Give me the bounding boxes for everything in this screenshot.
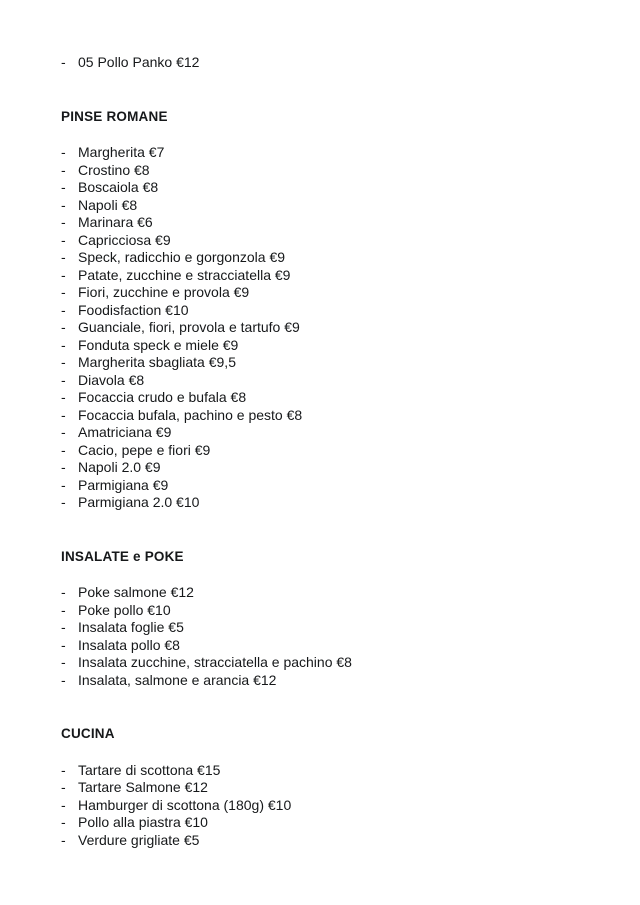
menu-item-label: Fonduta speck e miele €9 <box>78 336 239 353</box>
menu-item <box>61 619 600 637</box>
menu-item <box>61 779 600 797</box>
menu-item <box>61 197 600 215</box>
dash-bullet-icon: - <box>61 424 66 440</box>
dash-bullet-icon: - <box>61 249 66 265</box>
menu-item-label: Insalata zucchine, stracciatella e pachino €8 <box>78 654 352 670</box>
dash-bullet-icon: - <box>61 354 66 370</box>
menu-item-label: Parmigiana €9 <box>78 476 169 493</box>
menu-item-label: Diavola €8 <box>78 371 145 388</box>
dash-bullet-icon: - <box>61 636 66 653</box>
menu-item-label: Insalata, salmone e arancia €12 <box>78 671 277 688</box>
dash-bullet-icon: - <box>61 196 66 213</box>
dash-bullet-icon: - <box>61 301 66 318</box>
menu-item-label: Poke pollo €10 <box>78 601 171 618</box>
menu-item <box>61 162 600 180</box>
dash-bullet-icon: - <box>61 796 66 813</box>
menu-item <box>61 637 600 655</box>
menu-item-label: Insalata foglie €5 <box>78 619 184 635</box>
menu-item-label: Insalata pollo €8 <box>78 636 180 653</box>
dash-bullet-icon: - <box>61 319 66 335</box>
menu-item-label: Napoli €8 <box>78 196 138 213</box>
dash-bullet-icon: - <box>61 144 66 160</box>
menu-item-label: Parmigiana 2.0 €10 <box>78 494 200 510</box>
menu-item-label: Guanciale, fiori, provola e tartufo €9 <box>78 319 300 335</box>
menu-item-label: Crostino €8 <box>78 161 150 178</box>
menu-item-label: Margherita €7 <box>78 144 165 160</box>
dash-bullet-icon: - <box>61 494 66 510</box>
menu-item <box>61 459 600 477</box>
menu-item <box>61 54 600 72</box>
menu-item <box>61 232 600 250</box>
section-heading: INSALATE e POKE <box>61 548 184 564</box>
menu-item <box>61 832 600 850</box>
menu-item-label: Marinara €6 <box>78 214 153 230</box>
menu-item-label: Capricciosa €9 <box>78 231 171 248</box>
section-heading: CUCINA <box>61 726 115 741</box>
dash-bullet-icon: - <box>61 54 66 70</box>
menu-item-label: Boscaiola €8 <box>78 179 159 195</box>
dash-bullet-icon: - <box>61 476 66 493</box>
menu-item <box>61 284 600 302</box>
dash-bullet-icon: - <box>61 214 66 230</box>
dash-bullet-icon: - <box>61 619 66 635</box>
menu-item <box>61 584 600 602</box>
dash-bullet-icon: - <box>61 336 66 353</box>
dash-bullet-icon: - <box>61 761 66 778</box>
menu-item-label: Cacio, pepe e fiori €9 <box>78 441 211 458</box>
menu-item <box>61 354 600 372</box>
menu-item-label: Margherita sbagliata €9,5 <box>78 354 236 370</box>
dash-bullet-icon: - <box>61 441 66 458</box>
dash-bullet-icon: - <box>61 459 66 475</box>
menu-item <box>61 797 600 815</box>
menu-section <box>61 108 600 512</box>
menu-item-label: Poke salmone €12 <box>78 584 194 600</box>
menu-item-label: Fiori, zucchine e provola €9 <box>78 284 250 300</box>
menu-item <box>61 814 600 832</box>
menu-item-label: Amatriciana €9 <box>78 424 172 440</box>
menu-item <box>61 337 600 355</box>
menu-item-label: Napoli 2.0 €9 <box>78 459 161 475</box>
menu-item <box>61 672 600 690</box>
menu-item-label: Hamburger di scottona (180g) €10 <box>78 796 292 813</box>
menu-item-label: Focaccia crudo e bufala €8 <box>78 389 247 405</box>
dash-bullet-icon: - <box>61 671 66 688</box>
menu-sections <box>61 108 600 850</box>
menu-item-label: Pollo alla piastra €10 <box>78 814 208 830</box>
menu-item <box>61 302 600 320</box>
menu-item <box>61 477 600 495</box>
menu-item-label: Verdure grigliate €5 <box>78 831 200 848</box>
section-heading: PINSE ROMANE <box>61 108 168 124</box>
menu-item <box>61 407 600 425</box>
menu-item-label: Patate, zucchine e stracciatella €9 <box>78 266 291 283</box>
dash-bullet-icon: - <box>61 654 66 670</box>
menu-item-label: Foodisfaction €10 <box>78 301 189 318</box>
menu-item-list <box>61 144 600 512</box>
menu-item <box>61 267 600 285</box>
menu-item <box>61 424 600 442</box>
menu-section <box>61 548 600 690</box>
dash-bullet-icon: - <box>61 779 66 795</box>
menu-item-label: Speck, radicchio e gorgonzola €9 <box>78 249 286 265</box>
dash-bullet-icon: - <box>61 831 66 848</box>
menu-item <box>61 389 600 407</box>
menu-section <box>61 725 600 849</box>
menu-item <box>61 494 600 512</box>
menu-item <box>61 144 600 162</box>
menu-item-label: Tartare di scottona €15 <box>78 761 221 778</box>
dash-bullet-icon: - <box>61 284 66 300</box>
dash-bullet-icon: - <box>61 231 66 248</box>
menu-item <box>61 654 600 672</box>
dash-bullet-icon: - <box>61 814 66 830</box>
menu-item-list <box>61 584 600 689</box>
menu-item <box>61 179 600 197</box>
dash-bullet-icon: - <box>61 584 66 600</box>
dash-bullet-icon: - <box>61 389 66 405</box>
menu-item <box>61 442 600 460</box>
menu-item-list <box>61 762 600 850</box>
dash-bullet-icon: - <box>61 266 66 283</box>
dash-bullet-icon: - <box>61 161 66 178</box>
dash-bullet-icon: - <box>61 601 66 618</box>
menu-item-label: Focaccia bufala, pachino e pesto €8 <box>78 406 303 423</box>
menu-item <box>61 214 600 232</box>
lead-item-list <box>61 54 600 72</box>
menu-item <box>61 372 600 390</box>
dash-bullet-icon: - <box>61 179 66 195</box>
menu-item <box>61 602 600 620</box>
dash-bullet-icon: - <box>61 371 66 388</box>
menu-item <box>61 249 600 267</box>
menu-item-label: 05 Pollo Panko €12 <box>78 54 200 70</box>
menu-item-label: Tartare Salmone €12 <box>78 779 208 795</box>
dash-bullet-icon: - <box>61 406 66 423</box>
menu-item <box>61 762 600 780</box>
menu-item <box>61 319 600 337</box>
